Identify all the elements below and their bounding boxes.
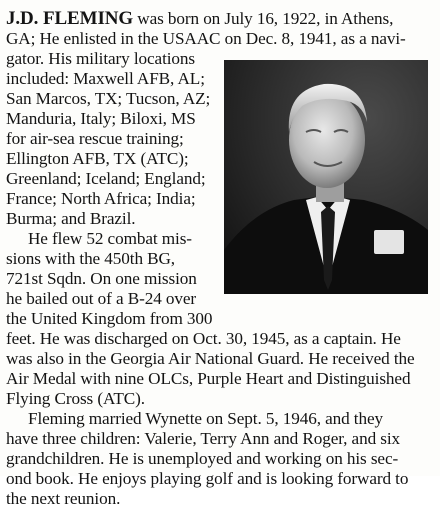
portrait-photo <box>224 60 428 294</box>
bio-line-25: the next reunion. <box>6 489 121 508</box>
bio-line-19: Air Medal with nine OLCs, Purple Heart and Distinguished <box>6 369 411 388</box>
bio-line-2: GA; He enlisted in the USAAC on Dec. 8, 1941, as a navi- <box>6 29 406 48</box>
bio-line-16: the United Kingdom from 300 <box>6 309 213 328</box>
bio-line-4: included: Maxwell AFB, AL; <box>6 69 205 88</box>
bio-line-11: Burma; and Brazil. <box>6 209 136 228</box>
bio-line-17: feet. He was discharged on Oct. 30, 1945, as a captain. He <box>6 329 401 348</box>
bio-line-21: Fleming married Wynette on Sept. 5, 1946, and they <box>28 409 383 428</box>
bio-line-1 <box>6 8 393 29</box>
bio-line-15: he bailed out of a B-24 over <box>6 289 197 308</box>
bio-line-5: San Marcos, TX; Tucson, AZ; <box>6 89 211 108</box>
bio-line-8: Ellington AFB, TX (ATC); <box>6 149 189 168</box>
bio-line-22: have three children: Valerie, Terry Ann and Roger, and six <box>6 429 401 448</box>
bio-line-23: grandchildren. He is unemployed and working on his sec- <box>6 449 399 468</box>
subject-name: J.D. FLEMING <box>6 8 134 29</box>
bio-line-13: sions with the 450th BG, <box>6 249 176 268</box>
bio-line-24: ond book. He enjoys playing golf and is looking forward to <box>6 469 409 488</box>
bio-line-20: Flying Cross (ATC). <box>6 389 145 408</box>
name-tag <box>374 230 404 254</box>
bio-line-3: gator. His military locations <box>6 49 195 68</box>
bio-line-14: 721st Sqdn. On one mission <box>6 269 197 288</box>
bio-line-10: France; North Africa; India; <box>6 189 196 208</box>
portrait-illustration <box>224 60 428 294</box>
bio-line-12: He flew 52 combat mis- <box>28 229 192 248</box>
bio-line-18: was also in the Georgia Air National Guard. He received the <box>6 349 415 368</box>
bio-line-1-text: was born on July 16, 1922, in Athens, <box>133 9 394 28</box>
bio-line-9: Greenland; Iceland; England; <box>6 169 206 188</box>
bio-line-7: for air-sea rescue training; <box>6 129 184 148</box>
bio-line-6: Manduria, Italy; Biloxi, MS <box>6 109 196 128</box>
